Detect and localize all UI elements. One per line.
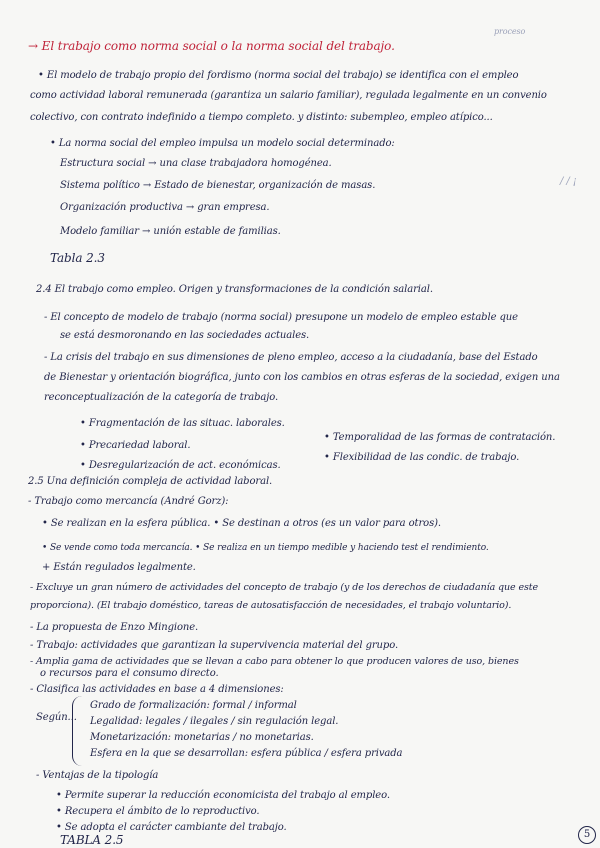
bullet-item: • Temporalidad de las formas de contratación. — [324, 432, 556, 443]
bullet-item: • Se adopta el carácter cambiante del trabajo. — [56, 822, 287, 833]
dimension-item: Legalidad: legales / ilegales / sin regulación legal. — [90, 716, 339, 727]
note-line: • Se realizan en la esfera pública. • Se destinan a otros (es un valor para otros). — [42, 518, 441, 529]
bullet-item: • Precariedad laboral. — [80, 440, 191, 451]
note-line: - Clasifica las actividades en base a 4 dimensiones: — [30, 684, 284, 695]
note-line: - Excluye un gran número de actividades del concepto de trabajo (y de los derechos de ciudadanía que este — [30, 582, 539, 593]
note-line: se está desmoronando en las sociedades actuales. — [60, 330, 310, 341]
note-line: de Bienestar y orientación biográfica, junto con los cambios en otras esferas de la sociedad, exigen una — [44, 372, 560, 383]
bullet-item: • Permite superar la reducción economicista del trabajo al empleo. — [56, 790, 390, 801]
brace — [72, 696, 83, 766]
dimension-item: Monetarización: monetarias / no monetarias. — [90, 732, 314, 743]
note-line: • La norma social del empleo impulsa un modelo social determinado: — [50, 138, 395, 149]
note-line: - El concepto de modelo de trabajo (norma social) presupone un modelo de empleo estable que — [44, 312, 518, 323]
bullet-item: • Flexibilidad de las condic. de trabajo. — [324, 452, 520, 463]
dimension-item: Esfera en la que se desarrollan: esfera pública / esfera privada — [90, 748, 403, 759]
note-line: - Ventajas de la tipología — [36, 770, 159, 781]
section-heading: 2.4 El trabajo como empleo. Origen y transformaciones de la condición salarial. — [36, 284, 433, 295]
note-line: colectivo, con contrato indefinido a tiempo completo. y distinto: subempleo, empleo atípico... — [30, 112, 493, 123]
bullet-item: • Recupera el ámbito de lo reproductivo. — [56, 806, 260, 817]
note-line: • Se vende como toda mercancía. • Se realiza en un tiempo medible y haciendo test el rendimiento. — [42, 543, 489, 553]
note-line: Organización productiva → gran empresa. — [60, 202, 270, 213]
note-line: o recursos para el consumo directo. — [40, 668, 219, 679]
note-line: Modelo familiar → unión estable de familias. — [60, 226, 281, 237]
margin-note: proceso — [494, 27, 526, 36]
bullet-item: • Fragmentación de las situac. laborales. — [80, 418, 285, 429]
note-line: + Están regulados legalmente. — [42, 562, 196, 573]
margin-note: / / ¡ — [560, 176, 577, 187]
segun-label: Según... — [36, 712, 77, 723]
note-line: como actividad laboral remunerada (garantiza un salario familiar), regulada legalmente en un convenio — [30, 90, 547, 101]
table-ref: Tabla 2.3 — [50, 251, 105, 265]
heading-norma-social: → El trabajo como norma social o la norma social del trabajo. — [28, 39, 395, 53]
note-line: Estructura social → una clase trabajadora homogénea. — [60, 158, 332, 169]
note-line: proporciona). (El trabajo doméstico, tareas de autosatisfacción de necesidades, el trabajo voluntario). — [30, 600, 512, 611]
note-line: - Trabajo: actividades que garantizan la supervivencia material del grupo. — [30, 640, 399, 651]
section-heading: 2.5 Una definición compleja de actividad laboral. — [28, 476, 273, 487]
note-line: - La propuesta de Enzo Mingione. — [30, 622, 199, 633]
page-number: 5 — [578, 826, 596, 844]
note-line: - Trabajo como mercancía (André Gorz): — [28, 496, 229, 507]
note-line: • El modelo de trabajo propio del fordismo (norma social del trabajo) se identifica con el empleo — [38, 70, 519, 81]
note-line: Sistema político → Estado de bienestar, organización de masas. — [60, 180, 376, 191]
table-ref: TABLA 2.5 — [60, 833, 124, 847]
note-line: - La crisis del trabajo en sus dimensiones de pleno empleo, acceso a la ciudadanía, base del Estado — [44, 352, 538, 363]
note-line: reconceptualización de la categoría de trabajo. — [44, 392, 279, 403]
bullet-item: • Desregularización de act. económicas. — [80, 460, 281, 471]
note-line: - Amplia gama de actividades que se llevan a cabo para obtener lo que producen valores de uso, bienes — [30, 656, 519, 667]
dimension-item: Grado de formalización: formal / informal — [90, 700, 297, 711]
